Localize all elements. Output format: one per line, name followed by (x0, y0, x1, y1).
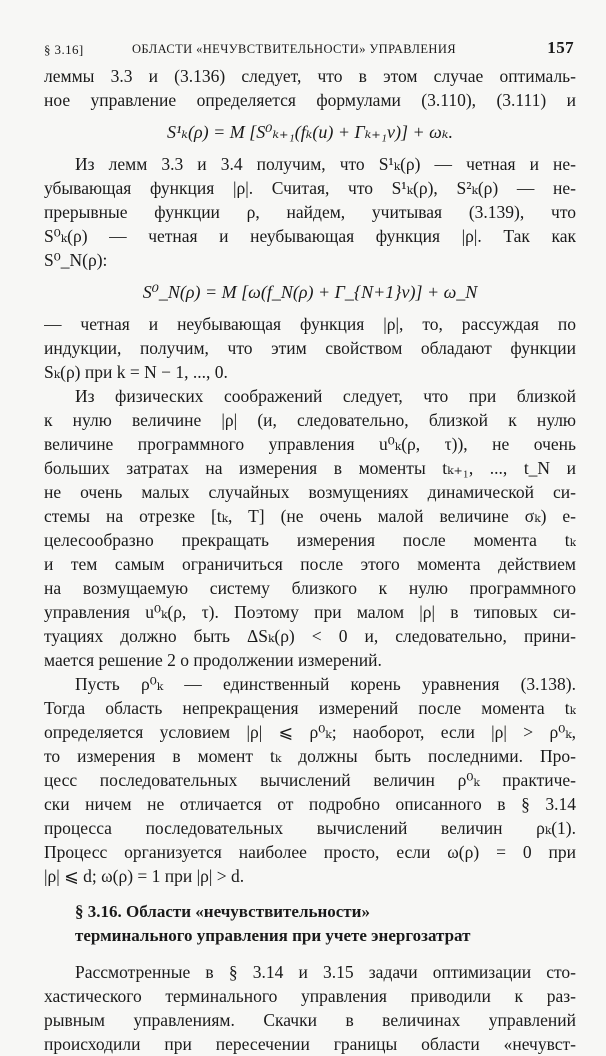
text-line: Тогда область непрекращения измерений после момента tₖ (44, 698, 576, 718)
text-line: прерывные функции ρ, найдем, учитывая (3.139), что (44, 202, 576, 222)
text-line: процесса последовательных вычислений величин ρₖ(1). (44, 818, 576, 838)
text-line: Из физических соображений следует, что при близкой (75, 386, 576, 406)
text-line: цесс последовательных вычислений величин ρ⁰ₖ практиче- (44, 770, 576, 790)
body-text (44, 64, 576, 1056)
text-line: ное управление определяется формулами (3.110), (3.111) и (44, 90, 576, 110)
header-title: ОБЛАСТИ «НЕЧУВСТВИТЕЛЬНОСТИ» УПРАВЛЕНИЯ (132, 42, 457, 56)
text-line: стемы на отрезке [tₖ, T] (не очень малой величине σₖ) е- (44, 506, 576, 526)
text-line: убывающая функция |ρ|. Считая, что S¹ₖ(ρ), S²ₖ(ρ) — не- (44, 178, 576, 198)
text-line: больших затратах на измерения в моменты tₖ₊₁, ..., t_N и (44, 458, 576, 478)
formula: S¹ₖ(ρ) = M [S⁰ₖ₊₁(fₖ(u) + Γₖ₊₁v)] + ωₖ. (167, 122, 453, 142)
text-line: туациях должно быть ΔSₖ(ρ) < 0 и, следовательно, прини- (44, 626, 576, 646)
section-heading: § 3.16. Области «нечувствительности» (75, 902, 370, 921)
text-line: хастического терминального управления приводили к раз- (44, 986, 576, 1006)
text-line: Пусть ρ⁰ₖ — единственный корень уравнения (3.138). (75, 674, 576, 694)
text-line: целесообразно прекращать измерения после момента tₖ (44, 530, 576, 550)
text-line: величине программного управления u⁰ₖ(ρ, τ)), не очень (44, 434, 576, 454)
text-line: S⁰_N(ρ): (44, 250, 108, 270)
text-line: происходили при пересечении границы области «нечувст- (44, 1034, 576, 1054)
text-line: — четная и неубывающая функция |ρ|, то, рассуждая по (44, 314, 576, 334)
text-line: S⁰ₖ(ρ) — четная и неубывающая функция |ρ|. Так как (44, 226, 576, 246)
text-line: Рассмотренные в § 3.14 и 3.15 задачи оптимизации сто- (75, 962, 576, 982)
text-line: |ρ| ⩽ d; ω(ρ) = 1 при |ρ| > d. (44, 866, 245, 886)
text-line: не очень малых случайных возмущениях динамической си- (44, 482, 576, 502)
text-line: Процесс организуется наиболее просто, если ω(ρ) = 0 при (44, 842, 576, 862)
text-line: Из лемм 3.3 и 3.4 получим, что S¹ₖ(ρ) — четная и не- (75, 154, 576, 174)
header-section: § 3.16] (44, 42, 84, 57)
page-number: 157 (547, 38, 574, 57)
text-line: то измерения в момент tₖ должны быть последними. Про- (44, 746, 576, 766)
text-line: к нулю величине |ρ| (и, следовательно, близкой к нулю (44, 410, 576, 430)
text-line: ски ничем не отличается от подробно описанного в § 3.14 (44, 794, 576, 814)
text-line: леммы 3.3 и (3.136) следует, что в этом случае оптималь- (44, 66, 576, 86)
text-line: рывным управлениям. Скачки в величинах управлений (44, 1010, 576, 1030)
running-header (44, 38, 574, 60)
spacer (44, 888, 576, 900)
text-line: индукции, получим, что этим свойством обладают функции (44, 338, 576, 358)
formula: S⁰_N(ρ) = M [ω(f_N(ρ) + Γ_{N+1}v)] + ω_N (142, 282, 478, 302)
text-line: определяется условием |ρ| ⩽ ρ⁰ₖ; наоборот, если |ρ| > ρ⁰ₖ, (44, 722, 576, 742)
text-line: и тем самым ограничиться после этого момента действием (44, 554, 576, 574)
text-line: мается решение 2 о продолжении измерений. (44, 650, 382, 670)
text-line: на возмущаемую систему близкого к нулю программного (44, 578, 576, 598)
text-line: Sₖ(ρ) при k = N − 1, ..., 0. (44, 362, 228, 382)
spacer (44, 948, 576, 960)
section-heading-cont: терминального управления при учете энергозатрат (75, 926, 471, 945)
text-line: управления u⁰ₖ(ρ, τ). Поэтому при малом |ρ| в типовых си- (44, 602, 576, 622)
